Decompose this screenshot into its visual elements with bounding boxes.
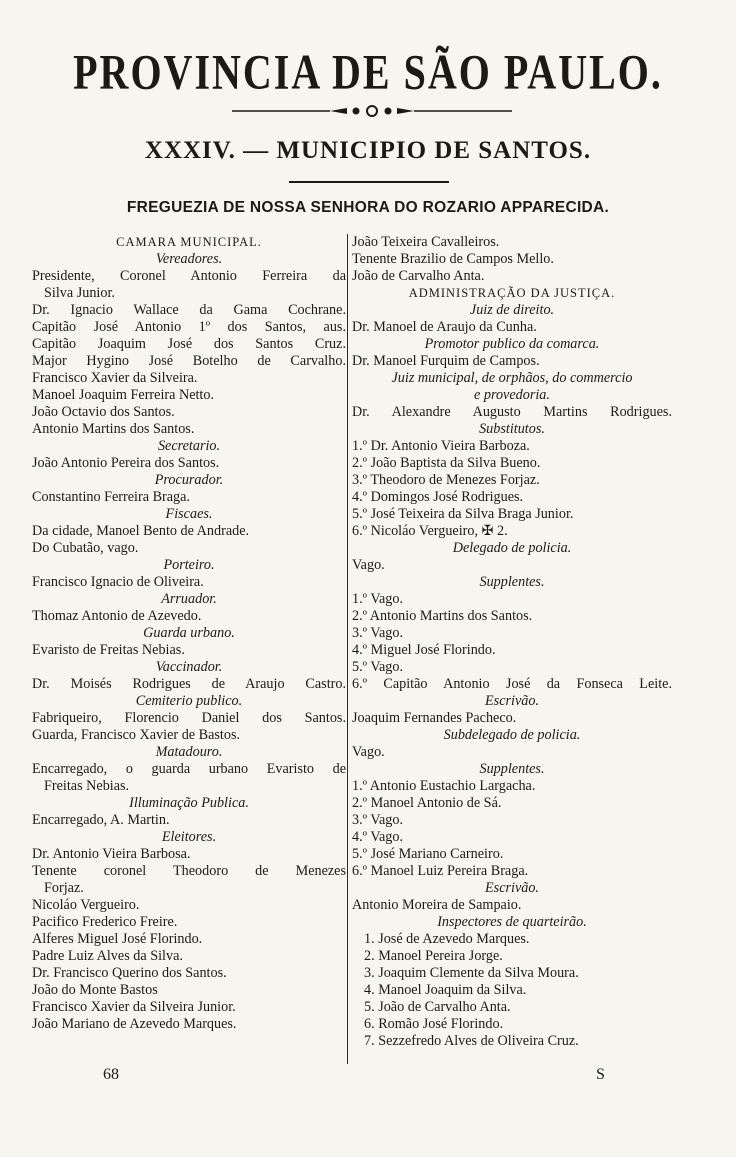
- section-heading: Porteiro.: [163, 557, 215, 573]
- section-heading: Illuminação Publica.: [129, 795, 249, 811]
- list-item: Freitas Nebias.: [44, 778, 130, 794]
- section-heading: Vaccinador.: [155, 659, 223, 675]
- list-item: Dr. Manoel de Araujo da Cunha.: [352, 319, 537, 335]
- list-item: 4.º Miguel José Florindo.: [352, 642, 496, 658]
- list-item: Manoel Joaquim Ferreira Netto.: [32, 387, 215, 403]
- list-item: 4. Manoel Joaquim da Silva.: [364, 982, 527, 998]
- list-item: Dr. Alexandre Augusto Martins Rodrigues.: [352, 404, 672, 420]
- section-heading: Supplentes.: [479, 761, 545, 777]
- page-title: PROVINCIA DE SÃO PAULO.: [73, 43, 663, 100]
- section-heading: Eleitores.: [161, 829, 217, 845]
- list-item: Capitão José Antonio 1º dos Santos, aus.: [32, 319, 346, 335]
- list-item: 1. José de Azevedo Marques.: [364, 931, 530, 947]
- list-item: Presidente, Coronel Antonio Ferreira da: [32, 268, 346, 284]
- section-heading: Fiscaes.: [165, 506, 213, 522]
- list-item: Tenente coronel Theodoro de Menezes: [32, 863, 346, 879]
- section-heading: Guarda urbano.: [143, 625, 235, 641]
- list-item: 3.º Vago.: [352, 625, 404, 641]
- list-item: Tenente Brazilio de Campos Mello.: [352, 251, 554, 267]
- section-heading: Juiz municipal, de orphãos, do commercio: [391, 370, 633, 386]
- section-heading: Escrivão.: [485, 880, 539, 896]
- list-item: Vago.: [352, 744, 385, 760]
- list-item: Alferes Miguel José Florindo.: [32, 931, 203, 947]
- section-heading: Secretario.: [157, 438, 221, 454]
- column-divider: [347, 234, 348, 1064]
- list-item: Dr. Moisés Rodrigues de Araujo Castro.: [32, 676, 346, 692]
- list-item: Dr. Manoel Furquim de Campos.: [352, 353, 540, 369]
- list-item: 4.º Domingos José Rodrigues.: [352, 489, 524, 505]
- section-heading: Vereadores.: [155, 251, 223, 267]
- parish-heading: FREGUEZIA DE NOSSA SENHORA DO ROZARIO APPARECIDA.: [126, 199, 610, 216]
- list-item: 6.º Capitão Antonio José da Fonseca Leite.: [352, 676, 672, 692]
- list-item: Dr. Francisco Querino dos Santos.: [32, 965, 227, 981]
- list-item: João do Monte Bastos: [32, 982, 158, 998]
- list-item: 2.º João Baptista da Silva Bueno.: [352, 455, 541, 471]
- list-item: 5.º José Teixeira da Silva Braga Junior.: [352, 506, 574, 522]
- list-item: João de Carvalho Anta.: [352, 268, 485, 284]
- list-item: 4.º Vago.: [352, 829, 404, 845]
- list-item: 5. João de Carvalho Anta.: [364, 999, 511, 1015]
- list-item: 2.º Manoel Antonio de Sá.: [352, 795, 502, 811]
- list-item: Da cidade, Manoel Bento de Andrade.: [32, 523, 250, 539]
- left-column: [32, 234, 346, 1033]
- list-item: Encarregado, A. Martin.: [32, 812, 170, 828]
- section-heading: Procurador.: [154, 472, 224, 488]
- section-heading: Escrivão.: [485, 693, 539, 709]
- list-item: João Mariano de Azevedo Marques.: [32, 1016, 237, 1032]
- list-item: 3. Joaquim Clemente da Silva Moura.: [364, 965, 579, 981]
- list-item: Constantino Ferreira Braga.: [32, 489, 190, 505]
- list-item: Pacifico Frederico Freire.: [32, 914, 178, 930]
- list-item: 1.º Vago.: [352, 591, 404, 607]
- section-heading: e provedoria.: [474, 387, 550, 403]
- section-heading: Matadouro.: [155, 744, 223, 760]
- list-item: Dr. Antonio Vieira Barbosa.: [32, 846, 191, 862]
- list-item: Guarda, Francisco Xavier de Bastos.: [32, 727, 241, 743]
- list-item: João Octavio dos Santos.: [32, 404, 175, 420]
- list-item: Vago.: [352, 557, 385, 573]
- list-item: 3.º Vago.: [352, 812, 404, 828]
- list-item: Dr. Ignacio Wallace da Gama Cochrane.: [32, 302, 346, 318]
- section-heading: Juiz de direito.: [469, 302, 555, 318]
- list-item: Francisco Ignacio de Oliveira.: [32, 574, 204, 590]
- municipality-heading: XXXIV. — MUNICIPIO DE SANTOS.: [144, 137, 592, 164]
- list-item: Silva Junior.: [44, 285, 115, 301]
- page-number: 68: [103, 1066, 119, 1083]
- heading-rule: [289, 181, 449, 183]
- list-item: 6. Romão José Florindo.: [364, 1016, 504, 1032]
- section-heading: Subdelegado de policia.: [443, 727, 581, 743]
- list-item: João Teixeira Cavalleiros.: [352, 234, 500, 250]
- list-item: 1.º Antonio Eustachio Largacha.: [352, 778, 536, 794]
- list-item: Francisco Xavier da Silveira.: [32, 370, 198, 386]
- section-heading: Delegado de policia.: [452, 540, 572, 556]
- list-item: Major Hygino José Botelho de Carvalho.: [32, 353, 346, 369]
- list-item: Antonio Moreira de Sampaio.: [352, 897, 522, 913]
- list-item: 7. Sezzefredo Alves de Oliveira Cruz.: [364, 1033, 579, 1049]
- list-item: 2. Manoel Pereira Jorge.: [364, 948, 503, 964]
- list-item: Do Cubatão, vago.: [32, 540, 139, 556]
- list-item: 5.º José Mariano Carneiro.: [352, 846, 504, 862]
- list-item: Francisco Xavier da Silveira Junior.: [32, 999, 236, 1015]
- section-heading: Arruador.: [161, 591, 217, 607]
- section-heading: Cemiterio publico.: [135, 693, 243, 709]
- section-heading: ADMINISTRAÇÃO DA JUSTIÇA.: [408, 286, 616, 300]
- list-item: 3.º Theodoro de Menezes Forjaz.: [352, 472, 540, 488]
- section-heading: Inspectores de quarteirão.: [437, 914, 587, 930]
- right-column: [352, 234, 672, 1050]
- list-item: João Antonio Pereira dos Santos.: [32, 455, 220, 471]
- list-item: Fabriqueiro, Florencio Daniel dos Santos.: [32, 710, 346, 726]
- list-item: Forjaz.: [44, 880, 84, 896]
- section-heading: Supplentes.: [479, 574, 545, 590]
- list-item: 2.º Antonio Martins dos Santos.: [352, 608, 533, 624]
- list-item: 6.º Nicoláo Vergueiro, ✠ 2.: [352, 523, 508, 539]
- list-item: Antonio Martins dos Santos.: [32, 421, 195, 437]
- section-heading: Substitutos.: [479, 421, 545, 437]
- list-item: 6.º Manoel Luiz Pereira Braga.: [352, 863, 529, 879]
- section-heading: Promotor publico da comarca.: [424, 336, 600, 352]
- list-item: Encarregado, o guarda urbano Evaristo de: [32, 761, 346, 777]
- list-item: Nicoláo Vergueiro.: [32, 897, 140, 913]
- list-item: Padre Luiz Alves da Silva.: [32, 948, 183, 964]
- ornament-divider: [232, 104, 512, 118]
- list-item: 5.º Vago.: [352, 659, 404, 675]
- list-item: 1.º Dr. Antonio Vieira Barboza.: [352, 438, 530, 454]
- list-item: Capitão Joaquim José dos Santos Cruz.: [32, 336, 346, 352]
- section-heading: CAMARA MUNICIPAL.: [116, 235, 262, 249]
- signature-mark: S: [596, 1066, 605, 1083]
- list-item: Evaristo de Freitas Nebias.: [32, 642, 185, 658]
- list-item: Thomaz Antonio de Azevedo.: [32, 608, 202, 624]
- list-item: Joaquim Fernandes Pacheco.: [352, 710, 517, 726]
